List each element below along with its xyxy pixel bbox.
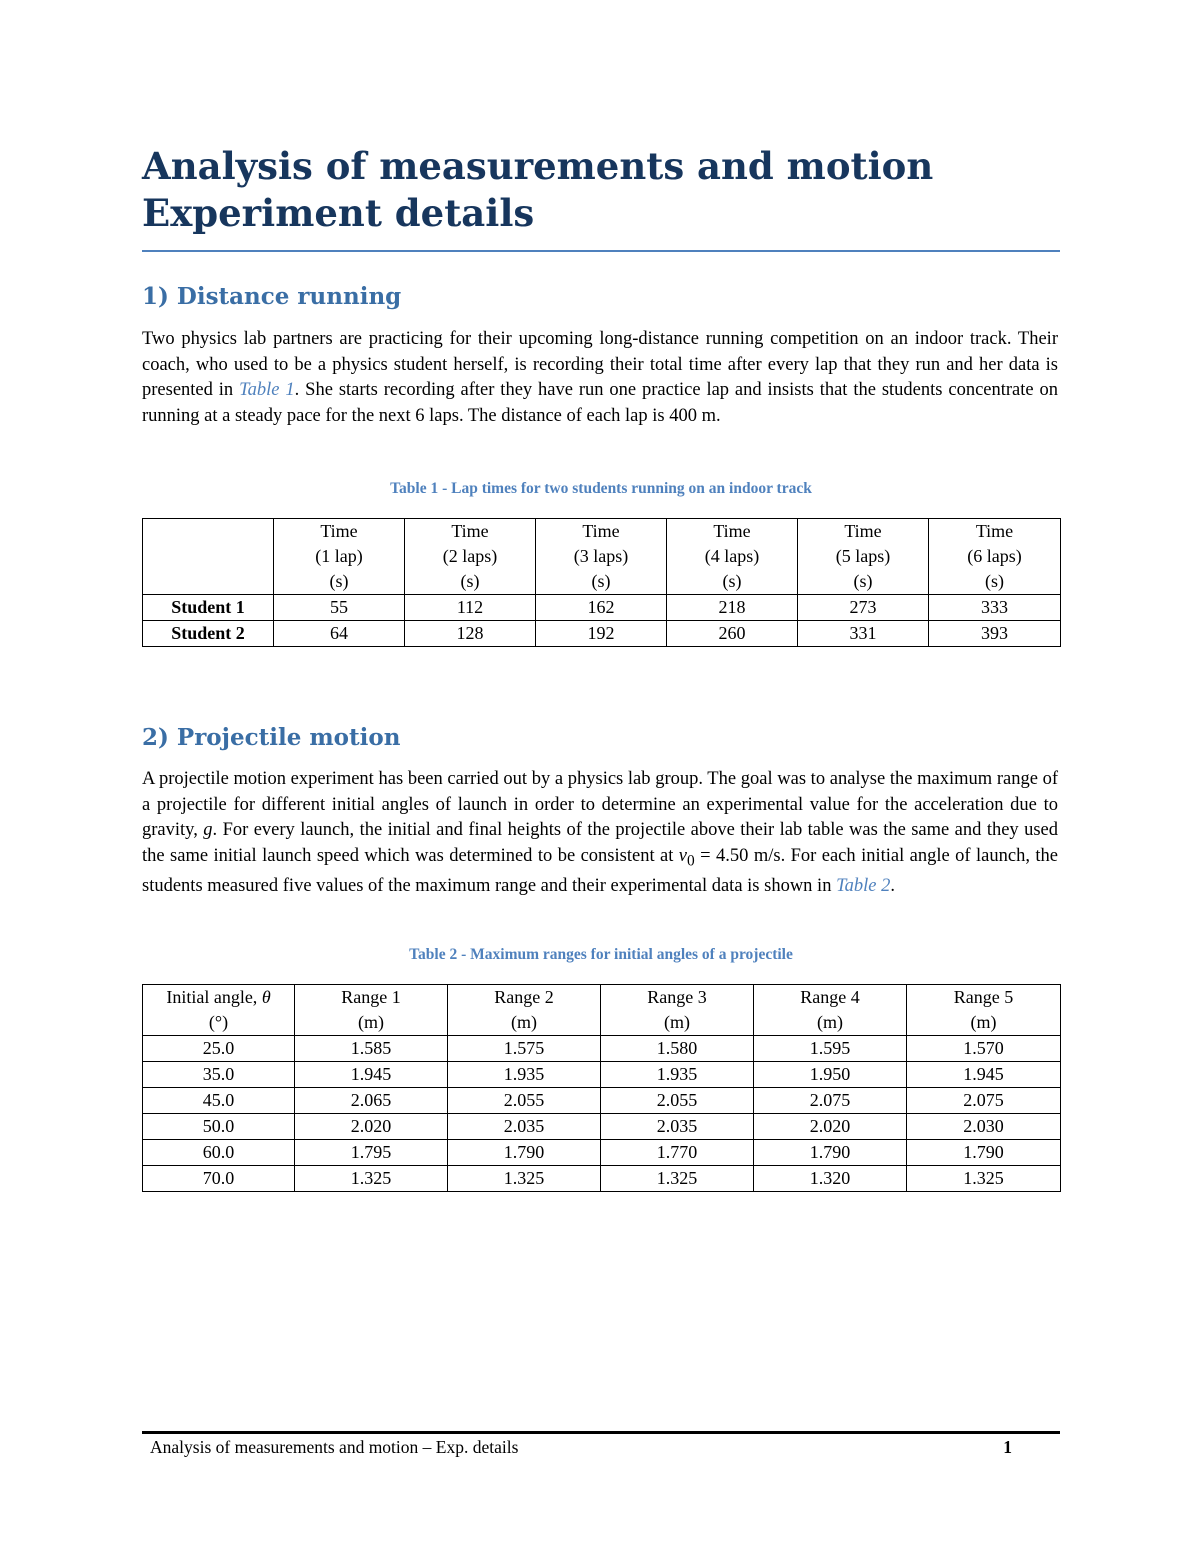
table-row: [143, 1062, 1061, 1088]
table-row: [143, 1088, 1061, 1114]
angle-cell: 35.0: [143, 1062, 295, 1088]
table-1-header-cell: [929, 519, 1061, 595]
section-2-text-c: . For each initial angle of launch, the students measured five values of the maximum range and their experimental data is shown in: [142, 845, 1058, 896]
angle-cell: 45.0: [143, 1088, 295, 1114]
range-cell: 1.935: [601, 1062, 754, 1088]
table-2-header-row: [143, 985, 1061, 1036]
table-row: [143, 1166, 1061, 1192]
header-line: [143, 985, 294, 1010]
range-cell: 2.065: [295, 1088, 448, 1114]
range-cell: 1.570: [907, 1036, 1061, 1062]
header-line: [143, 569, 273, 594]
initial-speed-subscript: 0: [687, 852, 695, 870]
range-cell: 1.945: [295, 1062, 448, 1088]
lap-times-table: [142, 518, 1061, 647]
header-unit: (°): [208, 1012, 229, 1032]
initial-speed-symbol: v: [678, 845, 688, 866]
range-cell: 1.580: [601, 1036, 754, 1062]
header-text: Range 5: [953, 987, 1014, 1007]
header-line: (1 lap): [315, 546, 363, 566]
table-cell: 112: [405, 595, 536, 621]
range-cell: 1.795: [295, 1140, 448, 1166]
range-cell: 2.030: [907, 1114, 1061, 1140]
section-1-text-b: . She starts recording after they have run one practice lap and insists that the students concentrate on running at a steady pace for the next 6 laps. The distance of each lap is 400 m.: [142, 380, 1058, 426]
header-line: (5 laps): [835, 546, 891, 566]
title-underline: [142, 250, 1060, 252]
footer-rule: [142, 1431, 1060, 1434]
table-cell: 273: [798, 595, 929, 621]
table-cell: 64: [274, 621, 405, 647]
table-cell: 192: [536, 621, 667, 647]
range-cell: 1.325: [295, 1166, 448, 1192]
range-cell: 1.320: [754, 1166, 907, 1192]
table-2-caption: Table 2 - Maximum ranges for initial angles of a projectile: [409, 946, 793, 963]
header-line: (s): [722, 571, 742, 591]
header-text: Range 2: [494, 987, 554, 1007]
header-text: Range 1: [341, 987, 401, 1007]
table-1-reference-link[interactable]: Table 1: [239, 380, 295, 400]
range-cell: 2.075: [907, 1088, 1061, 1114]
table-row: [143, 1114, 1061, 1140]
range-cell: 2.035: [448, 1114, 601, 1140]
angle-cell: 25.0: [143, 1036, 295, 1062]
range-cell: 1.790: [448, 1140, 601, 1166]
row-label-cell: Student 1: [143, 595, 274, 621]
header-line: (3 laps): [573, 546, 629, 566]
range-cell: 2.020: [754, 1114, 907, 1140]
table-1-caption: Table 1 - Lap times for two students running on an indoor track: [390, 480, 812, 497]
header-line: [754, 985, 906, 1010]
header-line: (2 laps): [442, 546, 498, 566]
projectile-ranges-table: [142, 984, 1061, 1192]
header-line: (s): [591, 571, 611, 591]
header-line: [907, 985, 1060, 1010]
range-cell: 2.035: [601, 1114, 754, 1140]
header-text: Range 4: [800, 987, 860, 1007]
table-1-header-cell: [405, 519, 536, 595]
range-cell: 1.325: [907, 1166, 1061, 1192]
range-cell: 2.055: [601, 1088, 754, 1114]
table-1-header-cell: [667, 519, 798, 595]
section-2-text-a: A projectile motion experiment has been carried out by a physics lab group. The goal was to analyse the maximum range of a projectile for different initial angles of launch in order to determine an experimental value for the acceleration due to gravity,: [142, 769, 1058, 840]
header-line: Time: [975, 521, 1014, 541]
header-line: [448, 985, 600, 1010]
range-cell: 1.325: [601, 1166, 754, 1192]
table-1-body: [143, 595, 1061, 647]
table-2-header-cell: [448, 985, 601, 1036]
header-line: (s): [460, 571, 480, 591]
header-line: Time: [582, 521, 620, 541]
gravity-symbol: g: [203, 820, 213, 840]
header-line: [601, 985, 753, 1010]
range-cell: 1.950: [754, 1062, 907, 1088]
table-row: [143, 1140, 1061, 1166]
table-cell: 162: [536, 595, 667, 621]
table-2-header-cell: [754, 985, 907, 1036]
initial-speed-value: = 4.50 m/s: [694, 845, 781, 866]
range-cell: 1.575: [448, 1036, 601, 1062]
table-row: [143, 595, 1061, 621]
header-text: Initial angle,: [166, 987, 262, 1007]
header-line: (s): [985, 571, 1004, 591]
section-1-text-a: Two physics lab partners are practicing for their upcoming long-distance running competition on an indoor track. Their coach, who used to be a physics student herself, is recording their total time after every lap that they run and her data is presented in: [142, 329, 1058, 400]
section-2-text-b: . For every launch, the initial and final heights of the projectile above their lab table was the same and they used the same initial launch speed which was determined to be consistent at: [142, 820, 1059, 866]
page-number: 1: [1003, 1437, 1012, 1457]
table-1-header-cell: [536, 519, 667, 595]
header-line: Time: [713, 521, 751, 541]
table-2-header-cell: [143, 985, 295, 1036]
header-line: [143, 519, 273, 544]
table-1-header-cell: [798, 519, 929, 595]
range-cell: 1.595: [754, 1036, 907, 1062]
table-cell: 218: [667, 595, 798, 621]
angle-cell: 60.0: [143, 1140, 295, 1166]
table-row: [143, 621, 1061, 647]
document-title: [142, 143, 1062, 237]
table-2-header-cell: [601, 985, 754, 1036]
header-line: (s): [329, 571, 349, 591]
table-cell: 260: [667, 621, 798, 647]
header-unit: (m): [970, 1012, 997, 1032]
table-1-header-cell: [274, 519, 405, 595]
range-cell: 1.935: [448, 1062, 601, 1088]
footer-title: Analysis of measurements and motion – Exp. details: [150, 1437, 519, 1457]
range-cell: 2.055: [448, 1088, 601, 1114]
angle-cell: 50.0: [143, 1114, 295, 1140]
header-line: Time: [320, 521, 358, 541]
range-cell: 1.790: [754, 1140, 907, 1166]
title-line-1: Analysis of measurements and motion: [142, 144, 934, 188]
header-unit: (m): [511, 1012, 537, 1032]
range-cell: 1.585: [295, 1036, 448, 1062]
header-line: [143, 544, 273, 569]
section-1-heading: 1) Distance running: [142, 283, 402, 310]
table-1-header-cell: [143, 519, 274, 595]
range-cell: 1.945: [907, 1062, 1061, 1088]
header-text: Range 3: [647, 987, 707, 1007]
table-cell: 55: [274, 595, 405, 621]
header-unit: (m): [817, 1012, 843, 1032]
table-2-header-cell: [295, 985, 448, 1036]
section-2-paragraph: [142, 767, 1058, 899]
header-unit: (m): [664, 1012, 690, 1032]
table-cell: 128: [405, 621, 536, 647]
range-cell: 2.075: [754, 1088, 907, 1114]
row-label-cell: Student 2: [143, 621, 274, 647]
section-2-heading: 2) Projectile motion: [142, 724, 401, 751]
table-2-body: [143, 1036, 1061, 1192]
angle-cell: 70.0: [143, 1166, 295, 1192]
header-line: Time: [844, 521, 882, 541]
table-cell: 393: [929, 621, 1061, 647]
table-cell: 333: [929, 595, 1061, 621]
range-cell: 1.325: [448, 1166, 601, 1192]
range-cell: 1.790: [907, 1140, 1061, 1166]
header-symbol: θ: [261, 987, 271, 1007]
header-line: (4 laps): [704, 546, 760, 566]
header-line: (6 laps): [967, 546, 1022, 566]
table-cell: 331: [798, 621, 929, 647]
table-2-header-cell: [907, 985, 1061, 1036]
header-line: [295, 985, 447, 1010]
range-cell: 2.020: [295, 1114, 448, 1140]
header-line: Time: [451, 521, 489, 541]
range-cell: 1.770: [601, 1140, 754, 1166]
table-2-reference-link[interactable]: Table 2: [836, 875, 891, 896]
table-1-header-row: [143, 519, 1061, 595]
title-line-2: Experiment details: [142, 191, 535, 235]
table-row: [143, 1036, 1061, 1062]
section-2-text-d: .: [890, 875, 896, 896]
section-1-paragraph: [142, 327, 1058, 429]
header-unit: (m): [358, 1012, 384, 1032]
header-line: (s): [853, 571, 873, 591]
